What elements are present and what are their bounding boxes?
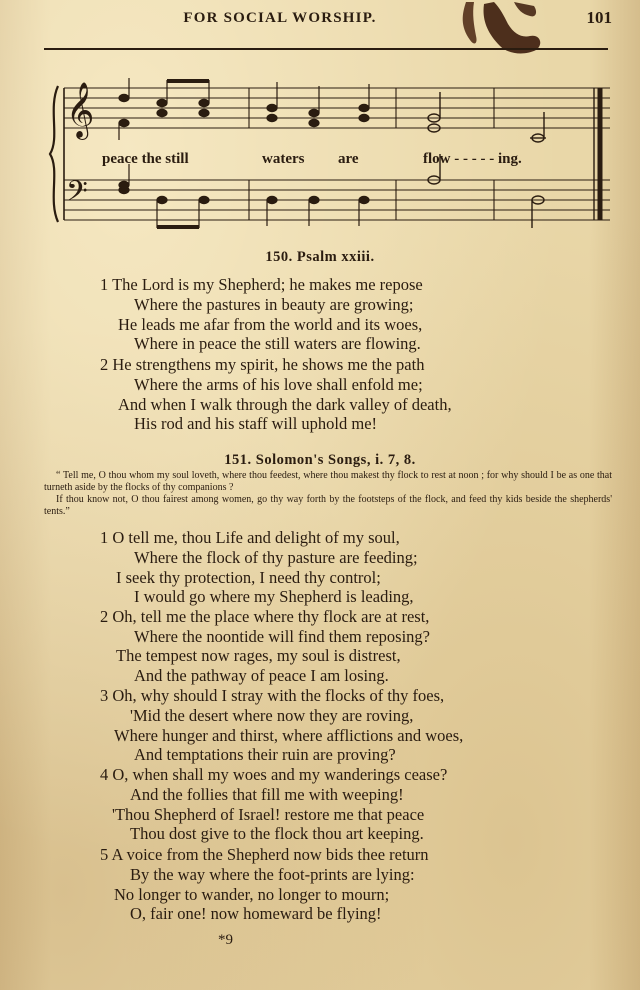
verse-text: O tell me, thou Life and delight of my soul, [112,528,400,547]
verse-line: 'Mid the desert where now they are roving, [130,706,414,725]
page-number: 101 [586,8,612,27]
verse-number: 4 [100,765,109,784]
signature-mark: *9 [218,932,233,948]
verse-text: O, when shall my woes and my wanderings cease? [112,765,448,784]
verse-line [100,845,429,865]
verse-line: He leads me afar from the world and its woes, [118,315,423,334]
verse-number: 2 [100,355,109,374]
verse-line: Where in peace the still waters are flowing. [134,334,421,353]
verse-line [100,355,424,375]
svg-text:𝄢: 𝄢 [66,175,88,215]
verse-number: 1 [100,528,109,547]
ink-stain [448,0,558,60]
verse-line: Thou dost give to the flock thou art keeping. [130,824,424,843]
verse-line: The tempest now rages, my soul is distrest, [116,646,401,665]
verse-line: And when I walk through the dark valley of death, [118,395,452,414]
verse-line: No longer to wander, no longer to mourn; [114,885,390,904]
verse-line: By the way where the foot-prints are lying: [130,865,415,884]
verse-line: His rod and his staff will uphold me! [134,414,378,433]
verse-line: Where the flock of thy pasture are feeding; [134,548,418,567]
verse-line [100,765,447,785]
verse-line: And the follies that fill me with weeping! [130,785,404,804]
verse-text: Oh, tell me the place where thy flock are at rest, [112,607,430,626]
verse-text: The Lord is my Shepherd; he makes me repose [112,275,423,294]
epigraph-paragraph: “ Tell me, O thou whom my soul loveth, where thou feedest, where thou makest thy flock to rest at noon ; for why should I be as one that turneth aside by the flocks of thy companions ? [44,470,612,493]
verse-text: A voice from the Shepherd now bids thee return [111,845,429,864]
svg-text:𝄞: 𝄞 [66,82,95,138]
verse-line: Where the noontide will find them reposing? [134,627,431,646]
verse-line [100,528,400,548]
lyric-syllable: flow - - - - - ing. [423,151,522,167]
hymn-150-title: 150. Psalm xxiii. [265,249,375,265]
lyric-syllable: peace the still [102,151,189,167]
verse-line: 'Thou Shepherd of Israel! restore me that peace [112,805,425,824]
scripture-epigraph [44,470,612,518]
verse-line: Where hunger and thirst, where afflictions and woes, [114,726,464,745]
epigraph-paragraph: If thou know not, O thou fairest among women, go thy way forth by the footsteps of the flock, and feed thy kids beside the shepherds' tents.” [44,494,612,517]
header-rule [44,48,608,50]
verse-number: 3 [100,686,109,705]
verse-line: And temptations their ruin are proving? [134,745,396,764]
verse-line: I seek thy protection, I need thy control; [116,568,381,587]
verse-line: Where the pastures in beauty are growing; [134,295,414,314]
verse-line: O, fair one! now homeward be flying! [130,904,382,923]
verse-number: 5 [100,845,109,864]
lyric-syllable: waters [262,151,305,167]
verse-text: He strengthens my spirit, he shows me the path [112,355,425,374]
running-header: FOR SOCIAL WORSHIP. [183,10,377,26]
lyric-syllable: are [338,151,359,167]
verse-line: Where the arms of his love shall enfold me; [134,375,423,394]
verse-line: And the pathway of peace I am losing. [134,666,389,685]
hymn-151-title: 151. Solomon's Songs, i. 7, 8. [224,452,416,468]
verse-line [100,607,429,627]
verse-number: 1 [100,275,109,294]
verse-line: I would go where my Shepherd is leading, [134,587,414,606]
verse-number: 2 [100,607,109,626]
verse-line [100,686,444,706]
music-lyrics [44,151,616,171]
verse-text: Oh, why should I stray with the flocks of thy foes, [112,686,445,705]
verse-line [100,275,423,295]
